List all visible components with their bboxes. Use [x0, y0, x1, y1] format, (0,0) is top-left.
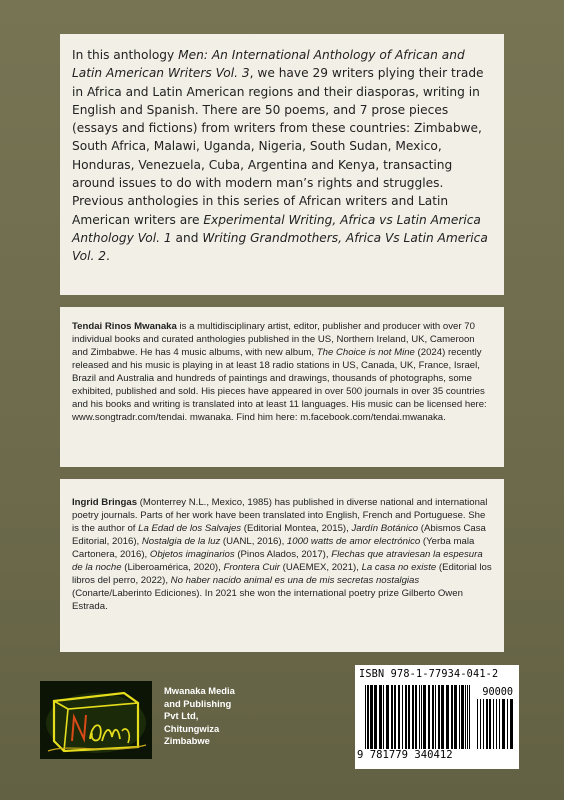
barcode-bar: [454, 685, 457, 749]
barcode-bar: [441, 685, 444, 749]
barcode-bar: [507, 699, 508, 749]
author-name: Ingrid Bringas: [72, 497, 138, 508]
barcode-bar: [438, 685, 440, 749]
author-bio-mwanaka-panel: [60, 307, 504, 467]
barcode-bar: [461, 685, 464, 749]
isbn-text: ISBN 978-1-77934-041-2: [359, 669, 499, 680]
barcode-bar: [402, 685, 403, 749]
barcode-bar: [394, 685, 396, 749]
barcode-bar: [502, 699, 505, 749]
price-code: 90000: [482, 687, 513, 698]
barcode-bar: [421, 685, 422, 749]
mwanaka-media-logo-icon: [40, 681, 152, 759]
barcode-bar: [432, 685, 434, 749]
barcode-bar: [435, 685, 436, 749]
publisher-line: Zimbabwe: [164, 735, 210, 747]
publisher-name: [164, 685, 274, 748]
barcode-bar: [367, 685, 369, 749]
publisher-line: Chitungwiza: [164, 722, 220, 734]
anthology-blurb: In this anthology Men: An International Anthology of African and Latin American Writers Vol. 3, we have 29 writers plying their trade in Africa and Latin American regions and their diasporas, writing in English and Spanish. There are 50 poems, and 7 prose pieces (essays and fictions) from writers from these countries: Zimbabwe, South Africa, Malawi, Uganda, Nigeria, South Sudan, Mexico, Honduras, Venezuela, Cuba, Argentina and Kenya, transacting around issues to do with modern man’s rights and struggles. Previous anthologies in this series of African writers and Latin American writers are Experimental Writing, Africa vs Latin America Anthology Vol. 1 and Writing Grandmothers, Africa Vs Latin America Vol. 2.: [72, 48, 488, 264]
barcode-bar: [408, 685, 410, 749]
barcode-bar: [499, 699, 500, 749]
isbn-barcode: [355, 665, 519, 769]
barcode-bar: [379, 685, 382, 749]
barcode-bar: [365, 685, 366, 749]
album-title: The Choice is not Mine: [316, 347, 415, 358]
barcode-bar: [446, 685, 449, 749]
barcode-bar: [465, 685, 466, 749]
publisher-line: and Publishing: [164, 697, 232, 709]
barcode-bar: [415, 685, 417, 749]
author-bio-bringas: Ingrid Bringas (Monterrey N.L., Mexico, 1985) has published in diverse national and international poetry journals. Parts of her work have been translated into English, French and Portuguese. She is the author of La Edad de los Salvajes (Editorial Montea, 2015), Jardín Botánico (Abismos Casa Editorial, 2016), Nostalgia de la luz (UANL, 2016), 1000 watts de amor electrónico (Yerba mala Cartonera, 2016), Objetos imaginarios (Pinos Alados, 2017), Flechas que atraviesan la espesura de la noche (Liberoamérica, 2020), Frontera Cuir (UAEMEX, 2021), La casa no existe (Editorial los libros del perro, 2022), No haber nacido animal es una de mis secretas nostalgias (Conarte/Laberinto Ediciones). In 2021 she won the international poetry prize Gilberto Owen Estrada.: [72, 497, 492, 612]
barcode-bar: [419, 685, 420, 749]
publisher-line: Pvt Ltd,: [164, 710, 199, 722]
barcode-addon-bars: [477, 699, 513, 749]
previous-anthology-2: Writing Grandmothers, Africa Vs Latin America Vol. 2: [72, 230, 488, 264]
author-bio-mwanaka: Tendai Rinos Mwanaka is a multidisciplinary artist, editor, publisher and producer with over 70 individual books and curated anthologies published in the US, Northern Ireland, UK, Cameroon and Zimbabwe. He has 4 music albums, with new album, The Choice is not Mine (2024) recently released and his music is playing in at least 18 radio stations in US, Canada, UK, France, Israel, Brazil and Australia and hundreds of paintings and drawings, thousands of photographs, some exhibited, published and sold. His pieces have appeared in over 500 journals in over 35 countries and his books and writing is translated into at least 11 languages. His music can be licensed here: www.songtradr.com/tendai. mwanaka. Find him here: m.facebook.com/tendai.mwanaka.: [72, 321, 487, 423]
barcode-bar: [467, 685, 468, 749]
barcode-bar: [486, 699, 488, 749]
barcode-bar: [428, 685, 430, 749]
barcode-bar: [405, 685, 407, 749]
barcode-bar: [423, 685, 426, 749]
author-bio-bringas-panel: [60, 479, 504, 652]
anthology-blurb-panel: [60, 34, 504, 295]
barcode-bar: [383, 685, 384, 749]
barcode-bar: [480, 699, 481, 749]
barcode-bar: [496, 699, 497, 749]
barcode-bar: [510, 699, 513, 749]
barcode-bar: [459, 685, 460, 749]
barcode-bar: [370, 685, 373, 749]
previous-anthology-1: Experimental Writing, Africa vs Latin America Anthology Vol. 1: [72, 212, 481, 245]
anthology-title: Men: An International Anthology of African and Latin American Writers Vol. 3: [72, 48, 465, 81]
barcode-bar: [469, 685, 470, 749]
ean-digits: 9 781779 340412: [357, 749, 453, 761]
author-name: Tendai Rinos Mwanaka: [72, 321, 177, 332]
barcode-bar: [386, 685, 389, 749]
barcode-bar: [483, 699, 484, 749]
barcode-bar: [451, 685, 453, 749]
barcode-bar: [489, 699, 491, 749]
barcode-bar: [391, 685, 393, 749]
barcode-bar: [493, 699, 494, 749]
barcode-bar: [374, 685, 377, 749]
barcode-bar: [412, 685, 414, 749]
logo-graphic: [40, 681, 152, 759]
barcode-bar: [477, 699, 478, 749]
publisher-line: Mwanaka Media: [164, 685, 235, 696]
barcode-bars: [365, 685, 473, 749]
barcode-bar: [398, 685, 400, 749]
